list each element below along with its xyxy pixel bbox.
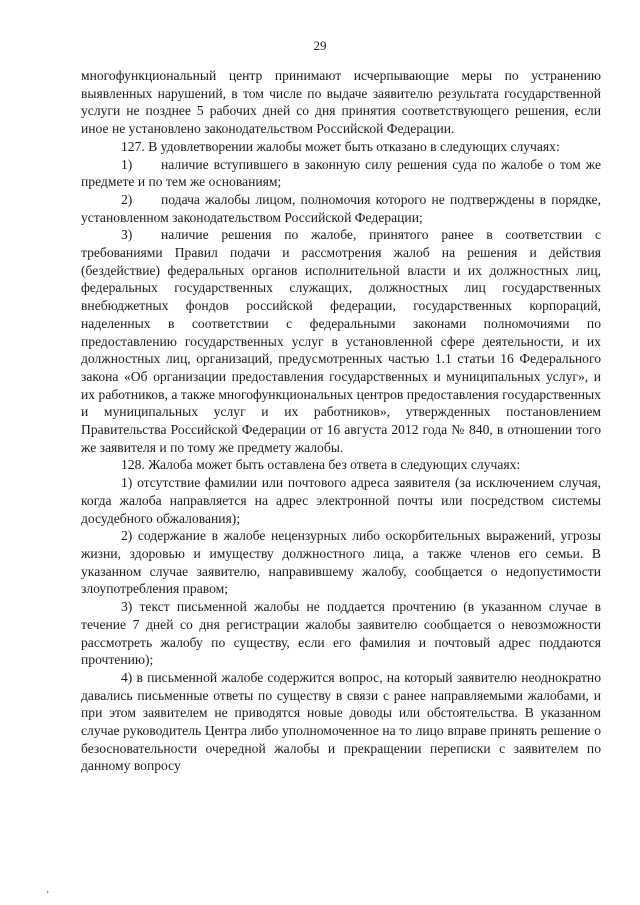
item-number: 2): [121, 191, 133, 207]
paragraph-127-intro: [81, 138, 601, 156]
list-item: [81, 191, 601, 226]
item-number: 1): [121, 156, 133, 172]
list-item: [81, 598, 601, 669]
item-text: 4) в письменной жалобе содержится вопрос, на который заявителю неоднократно давались письменные ответы по существу в связи с ранее направляемыми жалобами, и при этом заявителем не приводятся новые доводы или обстоятельства. В указанном случае руководитель Центра либо уполномоченное на то лицо вправе принять решение о безосновательности очередной жалобы и прекращении переписки с заявителем по данному вопросу: [81, 669, 601, 774]
item-number: 3): [121, 227, 133, 243]
item-text: 2) содержание в жалобе нецензурных либо оскорбительных выражений, угрозы жизни, здоровью и имуществу должностного лица, а также членов его семьи. В указанном случае заявителю, направившему жалобу, сообщается о недопустимости злоупотребления правом;: [81, 528, 601, 597]
list-item: [81, 156, 601, 191]
item-text: наличие решения по жалобе, принятого ранее в соответствии с требованиями Правил подачи и рассмотрения жалоб на решения и действия (бездействие) федеральных органов исполнительной власти и их должностных лиц, федеральных государственных служащих, должностных лиц государственных внебюджетных фондов российской федерации, государственных корпораций, наделенных в соответствии с федеральными законами полномочиями по предоставлению государственных услуг в установленной сфере деятельности, и их должностных лиц, организаций, предусмотренных частью 1.1 статьи 16 Федерального закона «Об организации предоставления государственных и муниципальных услуг», и их работников, а также многофункциональных центров предоставления государственных и муниципальных услуг и их работников», утвержденных постановлением Правительства Российской Федерации от 16 августа 2012 года № 840, в отношении того же заявителя и по тому же предмету жалобы.: [81, 227, 601, 455]
item-text: 3) текст письменной жалобы не поддается прочтению (в указанном случае в течение 7 дней со дня регистрации жалобы заявителю сообщается о невозможности рассмотреть жалобу по существу, если его фамилия и почтовый адрес поддаются прочтению);: [81, 599, 601, 668]
paragraph-text: 128. Жалоба может быть оставлена без ответа в следующих случаях:: [121, 457, 521, 473]
paragraph-128-intro: [81, 456, 601, 474]
paragraph-continuation: [81, 67, 601, 138]
paragraph-text: 127. В удовлетворении жалобы может быть отказано в следующих случаях:: [121, 138, 560, 154]
scan-artifact-mark: ’: [46, 890, 50, 901]
document-body: [81, 67, 601, 775]
list-item: [81, 527, 601, 598]
list-item: [81, 226, 601, 456]
item-text: наличие вступившего в законную силу решения суда по жалобе о том же предмете и по тем же основаниям;: [81, 156, 601, 190]
item-text: подача жалобы лицом, полномочия которого не подтверждены в порядке, установленном законодательством Российской Федерации;: [81, 191, 601, 225]
page-number: 29: [313, 38, 327, 53]
list-item: [81, 474, 601, 527]
paragraph-text: многофункциональный центр принимают исчерпывающие меры по устранению выявленных нарушений, в том числе по выдаче заявителю результата государственной услуги не позднее 5 рабочих дней со дня принятия соответствующего решения, если иное не установлено законодательством Российской Федерации.: [81, 68, 601, 137]
item-text: 1) отсутствие фамилии или почтового адреса заявителя (за исключением случая, когда жалоба направляется на адрес электронной почты или посредством системы досудебного обжалования);: [81, 475, 601, 526]
list-item: [81, 669, 601, 775]
